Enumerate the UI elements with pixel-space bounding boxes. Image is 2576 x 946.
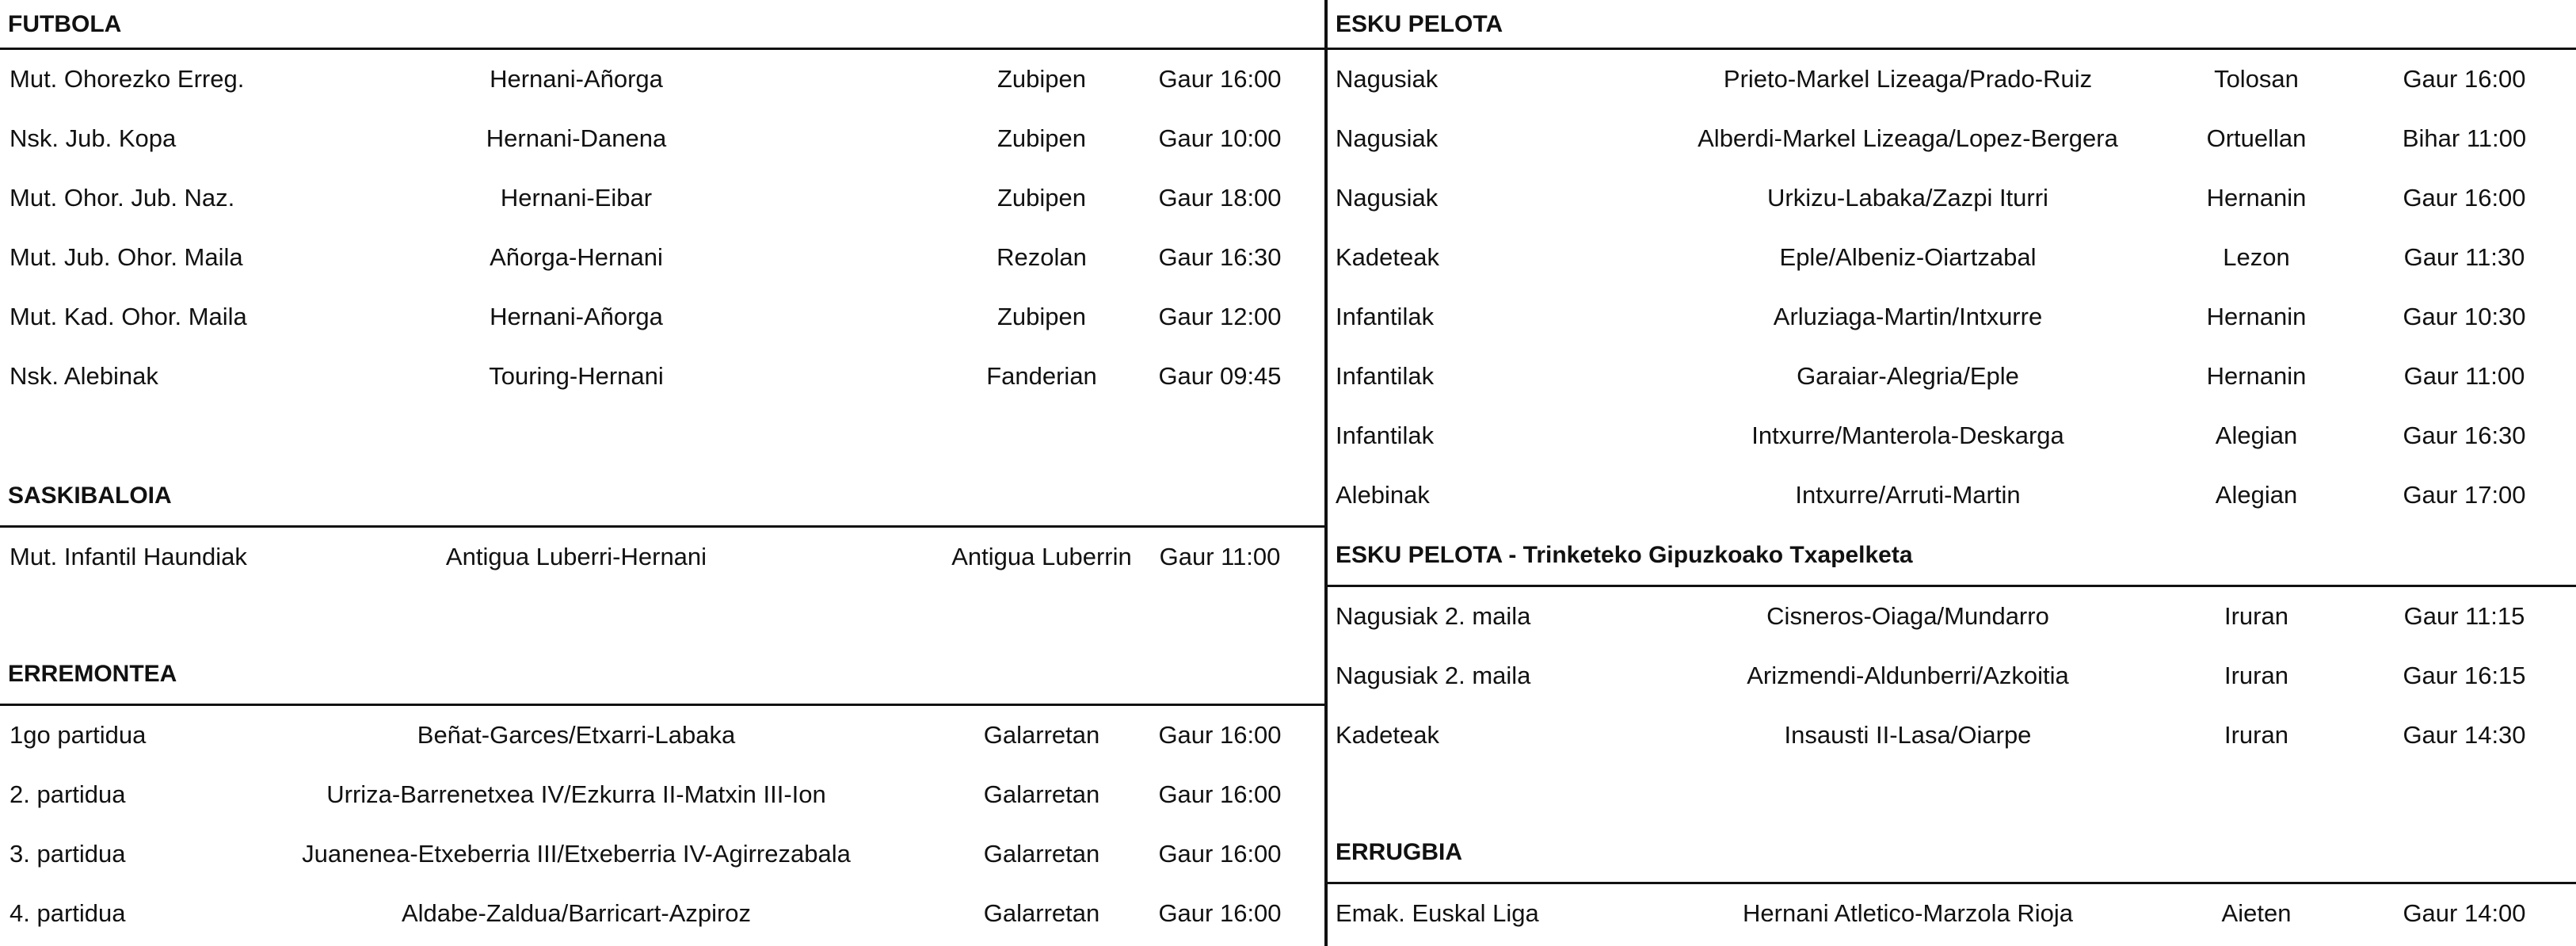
venue-cell: Hernanin	[2206, 362, 2307, 390]
table-row	[1328, 287, 2576, 346]
category-cell: Infantilak	[1336, 303, 1435, 330]
time-cell: Gaur 10:00	[1158, 124, 1282, 152]
section-title: ERRUGBIA	[1336, 839, 1463, 865]
category-cell: Kadeteak	[1336, 243, 1439, 271]
match-cell: Cisneros-Oiaga/Mundarro	[1766, 602, 2049, 630]
venue-cell: Galarretan	[983, 899, 1100, 927]
time-cell: Gaur 16:00	[1158, 65, 1282, 93]
venue-cell: Lezon	[2223, 243, 2290, 271]
time-cell: Gaur 16:00	[1158, 899, 1282, 927]
time-cell: Gaur 16:30	[2403, 422, 2526, 449]
category-cell: Mut. Infantil Haundiak	[10, 543, 247, 570]
category-cell: Kadeteak	[1336, 721, 1439, 749]
category-cell: Mut. Ohorezko Erreg.	[10, 65, 245, 93]
category-cell: 3. partidua	[10, 840, 126, 868]
time-cell: Gaur 16:00	[2403, 65, 2526, 93]
time-cell: Gaur 11:00	[2403, 362, 2525, 390]
time-cell: Gaur 16:15	[2403, 662, 2526, 689]
match-cell: Insausti II-Lasa/Oiarpe	[1784, 721, 2032, 749]
time-cell: Gaur 14:30	[2403, 721, 2526, 749]
time-cell: Gaur 16:00	[1158, 721, 1282, 749]
category-cell: Nagusiak	[1336, 124, 1439, 152]
venue-cell: Galarretan	[983, 780, 1100, 808]
table-row	[0, 527, 1324, 586]
table-row	[1328, 227, 2576, 287]
match-cell: Beñat-Garces/Etxarri-Labaka	[417, 721, 736, 749]
time-cell: Gaur 16:00	[1158, 840, 1282, 868]
venue-cell: Iruran	[2224, 662, 2288, 689]
time-cell: Gaur 17:00	[2403, 481, 2526, 509]
table-row	[1328, 109, 2576, 168]
section-title: ESKU PELOTA	[1336, 11, 1503, 37]
time-cell: Gaur 18:00	[1158, 184, 1282, 212]
time-cell: Gaur 16:30	[1158, 243, 1282, 271]
time-cell: Gaur 10:30	[2403, 303, 2526, 330]
category-cell: Mut. Ohor. Jub. Naz.	[10, 184, 235, 212]
table-row	[0, 346, 1324, 406]
venue-cell: Zubipen	[996, 65, 1087, 93]
venue-cell: Galarretan	[983, 840, 1100, 868]
table-row	[1328, 346, 2576, 406]
match-cell: Urkizu-Labaka/Zazpi Iturri	[1767, 184, 2048, 212]
table-row	[0, 287, 1324, 346]
match-cell: Arizmendi-Aldunberri/Azkoitia	[1747, 662, 2069, 689]
table-row	[0, 765, 1324, 824]
right-column	[1328, 0, 2576, 946]
time-cell: Bihar 11:00	[2402, 124, 2527, 152]
time-cell: Gaur 12:00	[1158, 303, 1282, 330]
section-title: ESKU PELOTA - Trinketeko Gipuzkoako Txapelketa	[1336, 542, 1913, 568]
match-cell: Hernani-Eibar	[500, 184, 653, 212]
venue-cell: Antigua Luberrin	[951, 543, 1132, 570]
match-cell: Aldabe-Zaldua/Barricart-Azpiroz	[401, 899, 752, 927]
category-cell: Mut. Jub. Ohor. Maila	[10, 243, 243, 271]
category-cell: Nagusiak	[1336, 65, 1439, 93]
category-cell: Infantilak	[1336, 422, 1435, 449]
table-row	[1328, 883, 2576, 943]
section-title: FUTBOLA	[8, 11, 122, 37]
match-cell: Hernani-Danena	[486, 124, 667, 152]
match-cell: Alberdi-Markel Lizeaga/Lopez-Bergera	[1698, 124, 2118, 152]
category-cell: Infantilak	[1336, 362, 1435, 390]
table-row	[1328, 705, 2576, 765]
match-cell: Prieto-Markel Lizeaga/Prado-Ruiz	[1723, 65, 2093, 93]
table-row	[1328, 168, 2576, 227]
match-cell: Intxurre/Arruti-Martin	[1795, 481, 2021, 509]
venue-cell: Ortuellan	[2206, 124, 2307, 152]
venue-cell: Galarretan	[983, 721, 1100, 749]
category-cell: Alebinak	[1336, 481, 1430, 509]
table-row	[0, 883, 1324, 943]
category-cell: Mut. Kad. Ohor. Maila	[10, 303, 247, 330]
category-cell: Nsk. Alebinak	[10, 362, 158, 390]
venue-cell: Rezolan	[996, 243, 1087, 271]
venue-cell: Tolosan	[2214, 65, 2299, 93]
venue-cell: Iruran	[2224, 721, 2288, 749]
category-cell: 2. partidua	[10, 780, 126, 808]
match-cell: Garaiar-Alegria/Eple	[1797, 362, 2019, 390]
time-cell: Gaur 16:00	[1158, 780, 1282, 808]
match-cell: Hernani-Añorga	[490, 303, 663, 330]
match-cell: Hernani Atletico-Marzola Rioja	[1743, 899, 2073, 927]
table-row	[1328, 646, 2576, 705]
time-cell: Gaur 11:00	[1159, 543, 1281, 570]
category-cell: 4. partidua	[10, 899, 126, 927]
table-row	[0, 705, 1324, 765]
time-cell: Gaur 14:00	[2403, 899, 2526, 927]
time-cell: Gaur 11:15	[2403, 602, 2525, 630]
venue-cell: Zubipen	[996, 184, 1087, 212]
venue-cell: Hernanin	[2206, 303, 2307, 330]
table-row	[0, 227, 1324, 287]
table-row	[1328, 586, 2576, 646]
match-cell: Antigua Luberri-Hernani	[445, 543, 707, 570]
time-cell: Gaur 11:30	[2403, 243, 2525, 271]
match-cell: Juanenea-Etxeberria III/Etxeberria IV-Agirrezabala	[302, 840, 851, 868]
venue-cell: Aieten	[2221, 899, 2292, 927]
match-cell: Añorga-Hernani	[490, 243, 663, 271]
venue-cell: Alegian	[2215, 481, 2298, 509]
venue-cell: Iruran	[2224, 602, 2288, 630]
match-cell: Arluziaga-Martin/Intxurre	[1773, 303, 2043, 330]
table-row	[1328, 406, 2576, 465]
table-row	[1328, 49, 2576, 109]
match-cell: Intxurre/Manterola-Deskarga	[1751, 422, 2064, 449]
category-cell: 1go partidua	[10, 721, 147, 749]
table-row	[0, 49, 1324, 109]
venue-cell: Alegian	[2215, 422, 2298, 449]
category-cell: Emak. Euskal Liga	[1336, 899, 1539, 927]
table-row	[0, 109, 1324, 168]
category-cell: Nagusiak 2. maila	[1336, 662, 1531, 689]
match-cell: Touring-Hernani	[489, 362, 664, 390]
category-cell: Nagusiak 2. maila	[1336, 602, 1531, 630]
table-row	[0, 824, 1324, 883]
match-cell: Hernani-Añorga	[490, 65, 663, 93]
match-cell: Eple/Albeniz-Oiartzabal	[1779, 243, 2037, 271]
category-cell: Nagusiak	[1336, 184, 1439, 212]
time-cell: Gaur 16:00	[2403, 184, 2526, 212]
time-cell: Gaur 09:45	[1158, 362, 1282, 390]
table-row	[0, 168, 1324, 227]
section-title: ERREMONTEA	[8, 661, 177, 687]
venue-cell: Zubipen	[996, 124, 1087, 152]
venue-cell: Fanderian	[986, 362, 1097, 390]
match-cell: Urriza-Barrenetxea IV/Ezkurra II-Matxin III-Ion	[326, 780, 826, 808]
table-row	[1328, 465, 2576, 524]
venue-cell: Hernanin	[2206, 184, 2307, 212]
category-cell: Nsk. Jub. Kopa	[10, 124, 177, 152]
venue-cell: Zubipen	[996, 303, 1087, 330]
section-title: SASKIBALOIA	[8, 483, 172, 509]
